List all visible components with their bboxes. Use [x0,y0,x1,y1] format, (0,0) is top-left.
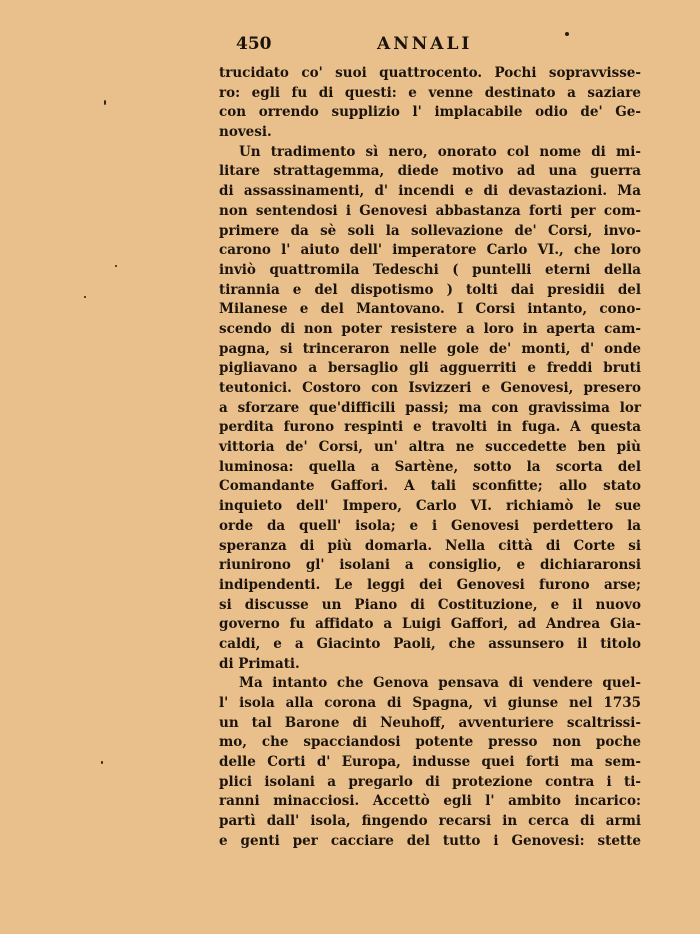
paragraph-2 [219,143,641,675]
ink-speck [104,100,106,105]
text-line: partì dall' isola, fingendo recarsi in cerca di armi [219,813,641,830]
text-line: novesi. [219,124,272,141]
text-line: pigliavano a bersaglio gli agguerriti e freddi bruti [219,360,641,377]
text-line: scendo di non poter resistere a loro in aperta cam- [219,320,641,337]
text-line: ro: egli fu di questi: e venne destinato a saziare [219,84,641,101]
text-line: delle Corti d' Europa, indusse quei forti ma sem- [219,754,641,771]
paragraph-1 [219,64,641,143]
paragraph-3 [219,674,641,851]
text-line: indipendenti. Le leggi dei Genovesi furono arse; [219,576,641,593]
text-line: vittoria de' Corsi, un' altra ne succedette ben più [219,439,641,456]
text-line: di assassinamenti, d' incendi e di devastazioni. Ma [219,183,641,200]
ink-speck [115,265,117,267]
ink-speck [565,32,569,36]
body-text [219,64,641,852]
page-number: 450 [236,34,272,54]
text-line: Comandante Gaffori. A tali sconfitte; allo stato [219,478,641,495]
text-line: carono l' aiuto dell' imperatore Carlo VI., che loro [219,242,641,259]
text-line: governo fu affidato a Luigi Gaffori, ad Andrea Gia- [219,616,641,633]
text-line: speranza di più domarla. Nella città di Corte si [219,537,641,554]
text-line: l' isola alla corona di Spagna, vi giunse nel 1735 [219,695,641,711]
text-line: trucidato co' suoi quattrocento. Pochi sopravvisse- [219,65,641,81]
text-line: inviò quattromila Tedeschi ( puntelli eterni della [219,261,641,278]
text-line: Un tradimento sì nero, onorato col nome di mi- [239,143,641,160]
ink-speck [84,296,86,298]
text-line: tirannia e del dispotismo ) tolti dai presidii del [219,281,641,298]
text-line: mo, che spacciandosi potente presso non poche [219,734,641,751]
text-line: litare strattagemma, diede motivo ad una guerra [219,163,641,180]
text-line: a sforzare que'difficili passi; ma con gravissima lor [219,399,641,416]
running-head: ANNALI [377,34,473,54]
text-line: perdita furono respinti e travolti in fuga. A questa [219,419,641,436]
text-line: di Primati. [219,655,300,672]
text-line: con orrendo supplizio l' implacabile odio de' Ge- [219,104,641,121]
ink-speck [101,761,103,764]
text-line: luminosa: quella a Sartène, sotto la scorta del [219,458,641,475]
text-line: non sentendosi i Genovesi abbastanza forti per com- [219,202,641,219]
text-line: riunirono gl' isolani a consiglio, e dichiararonsi [219,557,641,574]
text-line: un tal Barone di Neuhoff, avventuriere scaltrissi- [219,714,641,731]
text-line: orde da quell' isola; e i Genovesi perdettero la [219,517,641,534]
text-line: caldi, e a Giacinto Paoli, che assunsero il titolo [219,635,641,652]
page-header [219,34,641,58]
text-line: teutonici. Costoro con Isvizzeri e Genovesi, presero [219,380,641,396]
text-line: ranni minacciosi. Accettò egli l' ambito incarico: [219,793,641,810]
text-line: Ma intanto che Genova pensava di vendere quel- [239,675,641,692]
text-line: si discusse un Piano di Costituzione, e il nuovo [219,596,641,613]
text-line: plici isolani a pregarlo di protezione contra i ti- [219,773,641,790]
text-line: inquieto dell' Impero, Carlo VI. richiamò le sue [219,498,641,515]
text-line: primere da sè soli la sollevazione de' Corsi, invo- [219,222,641,239]
text-line: Milanese e del Mantovano. I Corsi intanto, cono- [219,301,641,318]
text-line: pagna, si trinceraron nelle gole de' monti, d' onde [219,340,641,357]
text-line: e genti per cacciare del tutto i Genovesi: stette [219,832,641,849]
